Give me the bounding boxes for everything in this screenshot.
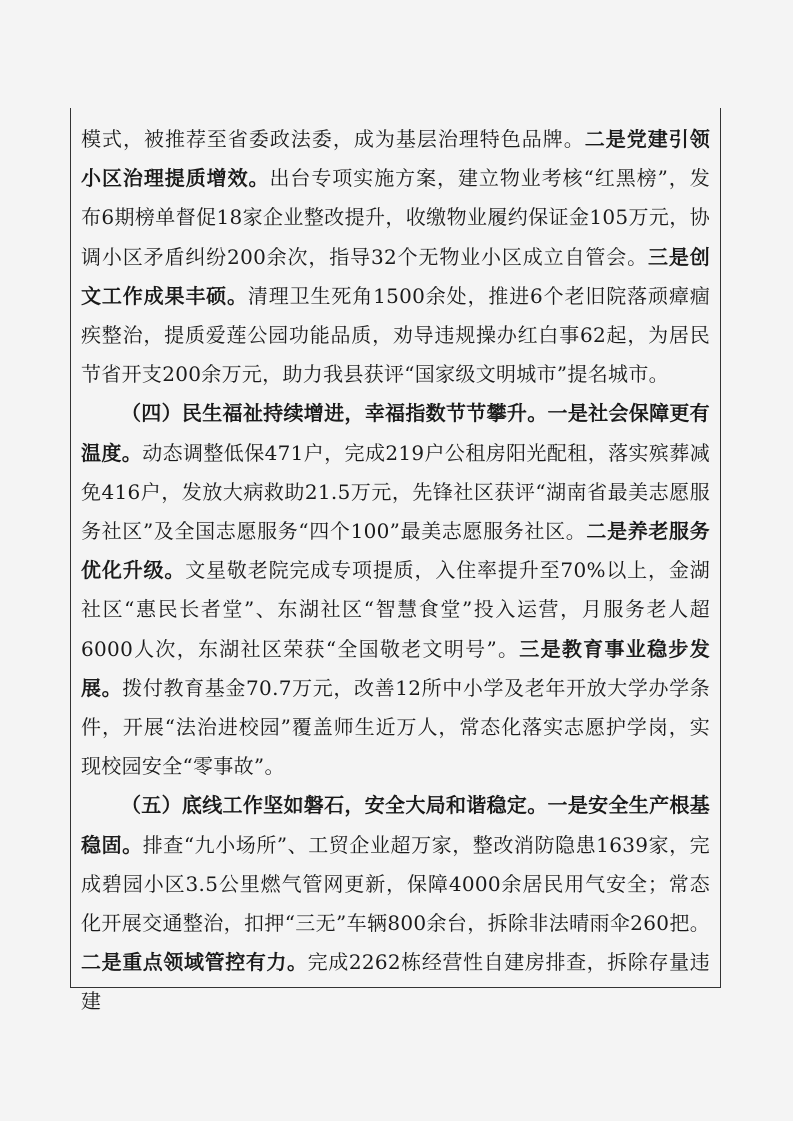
section-heading: （五）底线工作坚如磐石，安全大局和谐稳定。 (121, 793, 548, 818)
bold-heading: 一是社会保障更有温度。 (81, 401, 710, 465)
text-segment: 出台专项实施方案，建立物业考核“红黑榜”，发布6期榜单督促18家企业整改提升，收缴物业履约保证金105万元，协调小区矛盾纠纷200余次，指导32个无物业小区成立自管会。 (81, 166, 710, 269)
paragraph-1 (71, 108, 720, 394)
text-segment: 清理卫生死角1500余处，推进6个老旧院落顽瘴痼疾整治，提质爱莲公园功能品质，劝导违规操办红白事62起，为居民节省开支200余万元，助力我县获评“国家级文明城市”提名城市。 (81, 283, 710, 387)
bold-heading: 三是创文工作成果丰硕。 (81, 244, 710, 308)
section-heading: （四）民生福祉持续增进，幸福指数节节攀升。 (121, 401, 548, 426)
bold-heading: 一是安全生产根基稳固。 (81, 793, 710, 857)
text-segment: 动态调整低保471户，完成219户公租房阳光配租，落实殡葬减免416户，发放大病救助21.5万元，先锋社区获评“湖南省最美志愿服务社区”及全国志愿服务“四个100”最美志愿服务社区。 (81, 440, 710, 544)
bold-heading: 二是重点领域管控有力。 (81, 950, 308, 975)
paragraph-2 (71, 394, 720, 786)
text-segment: 模式，被推荐至省委政法委，成为基层治理特色品牌。 (81, 127, 585, 151)
text-segment: 文星敬老院完成专项提质，入住率提升至70%以上，金湖社区“惠民长者堂”、东湖社区“智慧食堂”投入运营，月服务老人超6000人次，东湖社区荣获“全国敬老文明号”。 (81, 558, 711, 661)
text-segment: 拨付教育基金70.7万元，改善12所中小学及老年开放大学办学条件，开展“法治进校园”覆盖师生近万人，常态化落实志愿护学岗，实现校园安全“零事故”。 (81, 675, 711, 779)
bold-heading: 三是教育事业稳步发展。 (81, 636, 710, 700)
paragraph-3 (71, 786, 720, 1021)
document-frame (70, 108, 721, 1014)
text-segment: 排查“九小场所”、工贸企业超万家，整改消防隐患1639家，完成碧园小区3.5公里燃气管网更新，保障4000余居民用气安全；常态化开展交通整治，扣押“三无”车辆800余台，拆除非法晴雨伞260把。 (81, 832, 710, 936)
bold-heading: 二是养老服务优化升级。 (81, 519, 710, 583)
bold-heading: 二是党建引领小区治理提质增效。 (81, 127, 710, 191)
text-segment: 完成2262栋经营性自建房排查，拆除存量违建 (81, 950, 710, 1014)
